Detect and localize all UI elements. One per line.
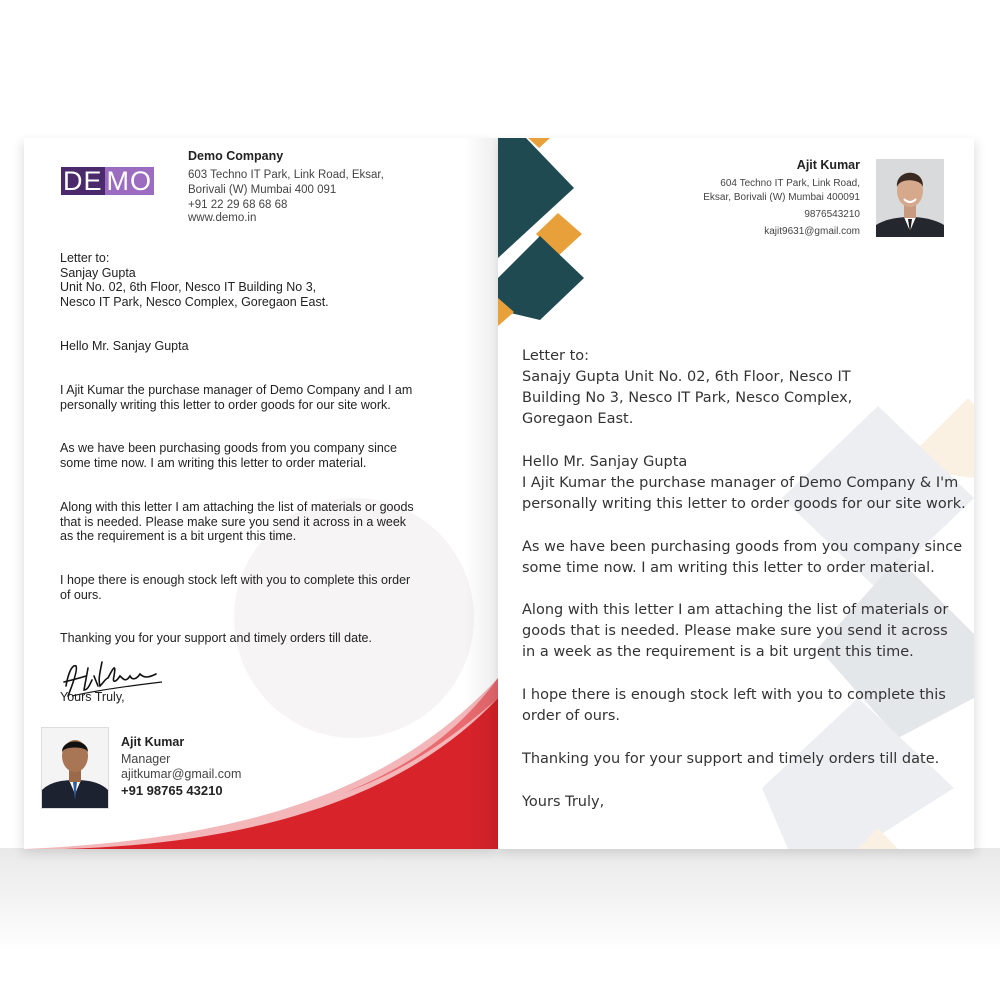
company-phone: +91 22 29 68 68 68 <box>188 199 288 211</box>
company-address-line2: Borivali (W) Mumbai 400 091 <box>188 184 337 196</box>
paragraph-line: goods that is needed. Please make sure you send it across <box>522 623 948 639</box>
logo-part-dark: DE <box>63 166 103 196</box>
sender-email: ajitkumar@gmail.com <box>121 767 242 781</box>
recipient-block <box>522 346 852 430</box>
sender-photo <box>876 159 944 237</box>
recipient-line: Building No 3, Nesco IT Park, Nesco Complex, <box>522 390 853 406</box>
letterhead-right <box>498 138 974 849</box>
company-logo <box>61 167 154 195</box>
recipient-block <box>60 251 329 310</box>
greeting: Hello Mr. Sanjay Gupta <box>522 454 688 470</box>
paragraph-line: I hope there is enough stock left with you to complete this <box>522 687 946 703</box>
paragraph-line: of ours. <box>60 587 102 602</box>
paragraph-line: personally writing this letter to order goods for our site work. <box>60 397 391 412</box>
sender-address-line2: Eksar, Borivali (W) Mumbai 400091 <box>703 192 860 203</box>
letterhead-left <box>24 138 498 849</box>
paragraph-line: I Ajit Kumar the purchase manager of Demo Company and I am <box>60 383 413 397</box>
paragraph-line: As we have been purchasing goods from you company since <box>60 441 397 455</box>
closing: Yours Truly, <box>60 690 125 704</box>
paragraph-2 <box>522 537 962 579</box>
sender-phone: +91 98765 43210 <box>121 783 223 798</box>
paragraph-line: I Ajit Kumar the purchase manager of Demo Company & I'm <box>522 475 959 491</box>
recipient-line: Nesco IT Park, Nesco Complex, Goregaon East. <box>60 295 329 310</box>
paragraph-line: that is needed. Please make sure you send it across in a week <box>60 514 407 529</box>
paragraph-line: I hope there is enough stock left with you to complete this order <box>60 573 411 587</box>
sender-name: Ajit Kumar <box>121 735 185 749</box>
company-name: Demo Company <box>188 149 284 163</box>
paragraph-3 <box>60 500 414 544</box>
sender-name: Ajit Kumar <box>796 158 860 172</box>
closing: Yours Truly, <box>522 794 605 810</box>
paragraph-2 <box>60 441 397 470</box>
paragraph-5: Thanking you for your support and timely orders till date. <box>60 631 372 645</box>
paragraph-line: in a week as the requirement is a bit urgent this time. <box>522 644 914 660</box>
company-address-line1: 603 Techno IT Park, Link Road, Eksar, <box>188 169 384 181</box>
recipient-line: Letter to: <box>522 348 590 364</box>
paragraph-line: Along with this letter I am attaching the list of materials or goods <box>60 500 414 514</box>
recipient-line: Unit No. 02, 6th Floor, Nesco IT Building No 3, <box>60 280 317 295</box>
sender-address-line1: 604 Techno IT Park, Link Road, <box>720 178 860 189</box>
paragraph-line: personally writing this letter to order goods for our site work. <box>522 496 966 512</box>
recipient-line: Goregaon East. <box>522 411 634 427</box>
paragraph-line: order of ours. <box>522 708 621 724</box>
floor-shadow <box>0 848 1000 1000</box>
logo-part-light: MO <box>106 166 153 196</box>
greeting: Hello Mr. Sanjay Gupta <box>60 339 189 353</box>
paragraph-line: As we have been purchasing goods from you company since <box>522 539 963 555</box>
paragraph-line: some time now. I am writing this letter to order material. <box>522 560 935 576</box>
sender-photo <box>41 727 109 809</box>
paragraph-line: Along with this letter I am attaching the list of materials or <box>522 602 949 618</box>
paragraph-line: as the requirement is a bit urgent this time. <box>60 529 297 544</box>
paragraph-5: Thanking you for your support and timely orders till date. <box>522 751 940 767</box>
company-website: www.demo.in <box>188 212 257 224</box>
paragraph-4 <box>60 573 410 602</box>
sender-email: kajit9631@gmail.com <box>764 226 860 237</box>
recipient-line: Sanjay Gupta <box>60 265 136 280</box>
recipient-line: Sanajy Gupta Unit No. 02, 6th Floor, Nesco IT <box>522 369 851 385</box>
recipient-line: Letter to: <box>60 251 110 265</box>
paragraph-line: some time now. I am writing this letter to order material. <box>60 455 367 470</box>
greeting-and-paragraph-1 <box>522 452 966 515</box>
sender-title: Manager <box>121 752 171 766</box>
page-spine-shadow <box>464 138 498 849</box>
paragraph-1 <box>60 383 412 412</box>
sender-phone: 9876543210 <box>804 209 860 220</box>
paragraph-3 <box>522 600 948 663</box>
paragraph-4 <box>522 685 946 727</box>
